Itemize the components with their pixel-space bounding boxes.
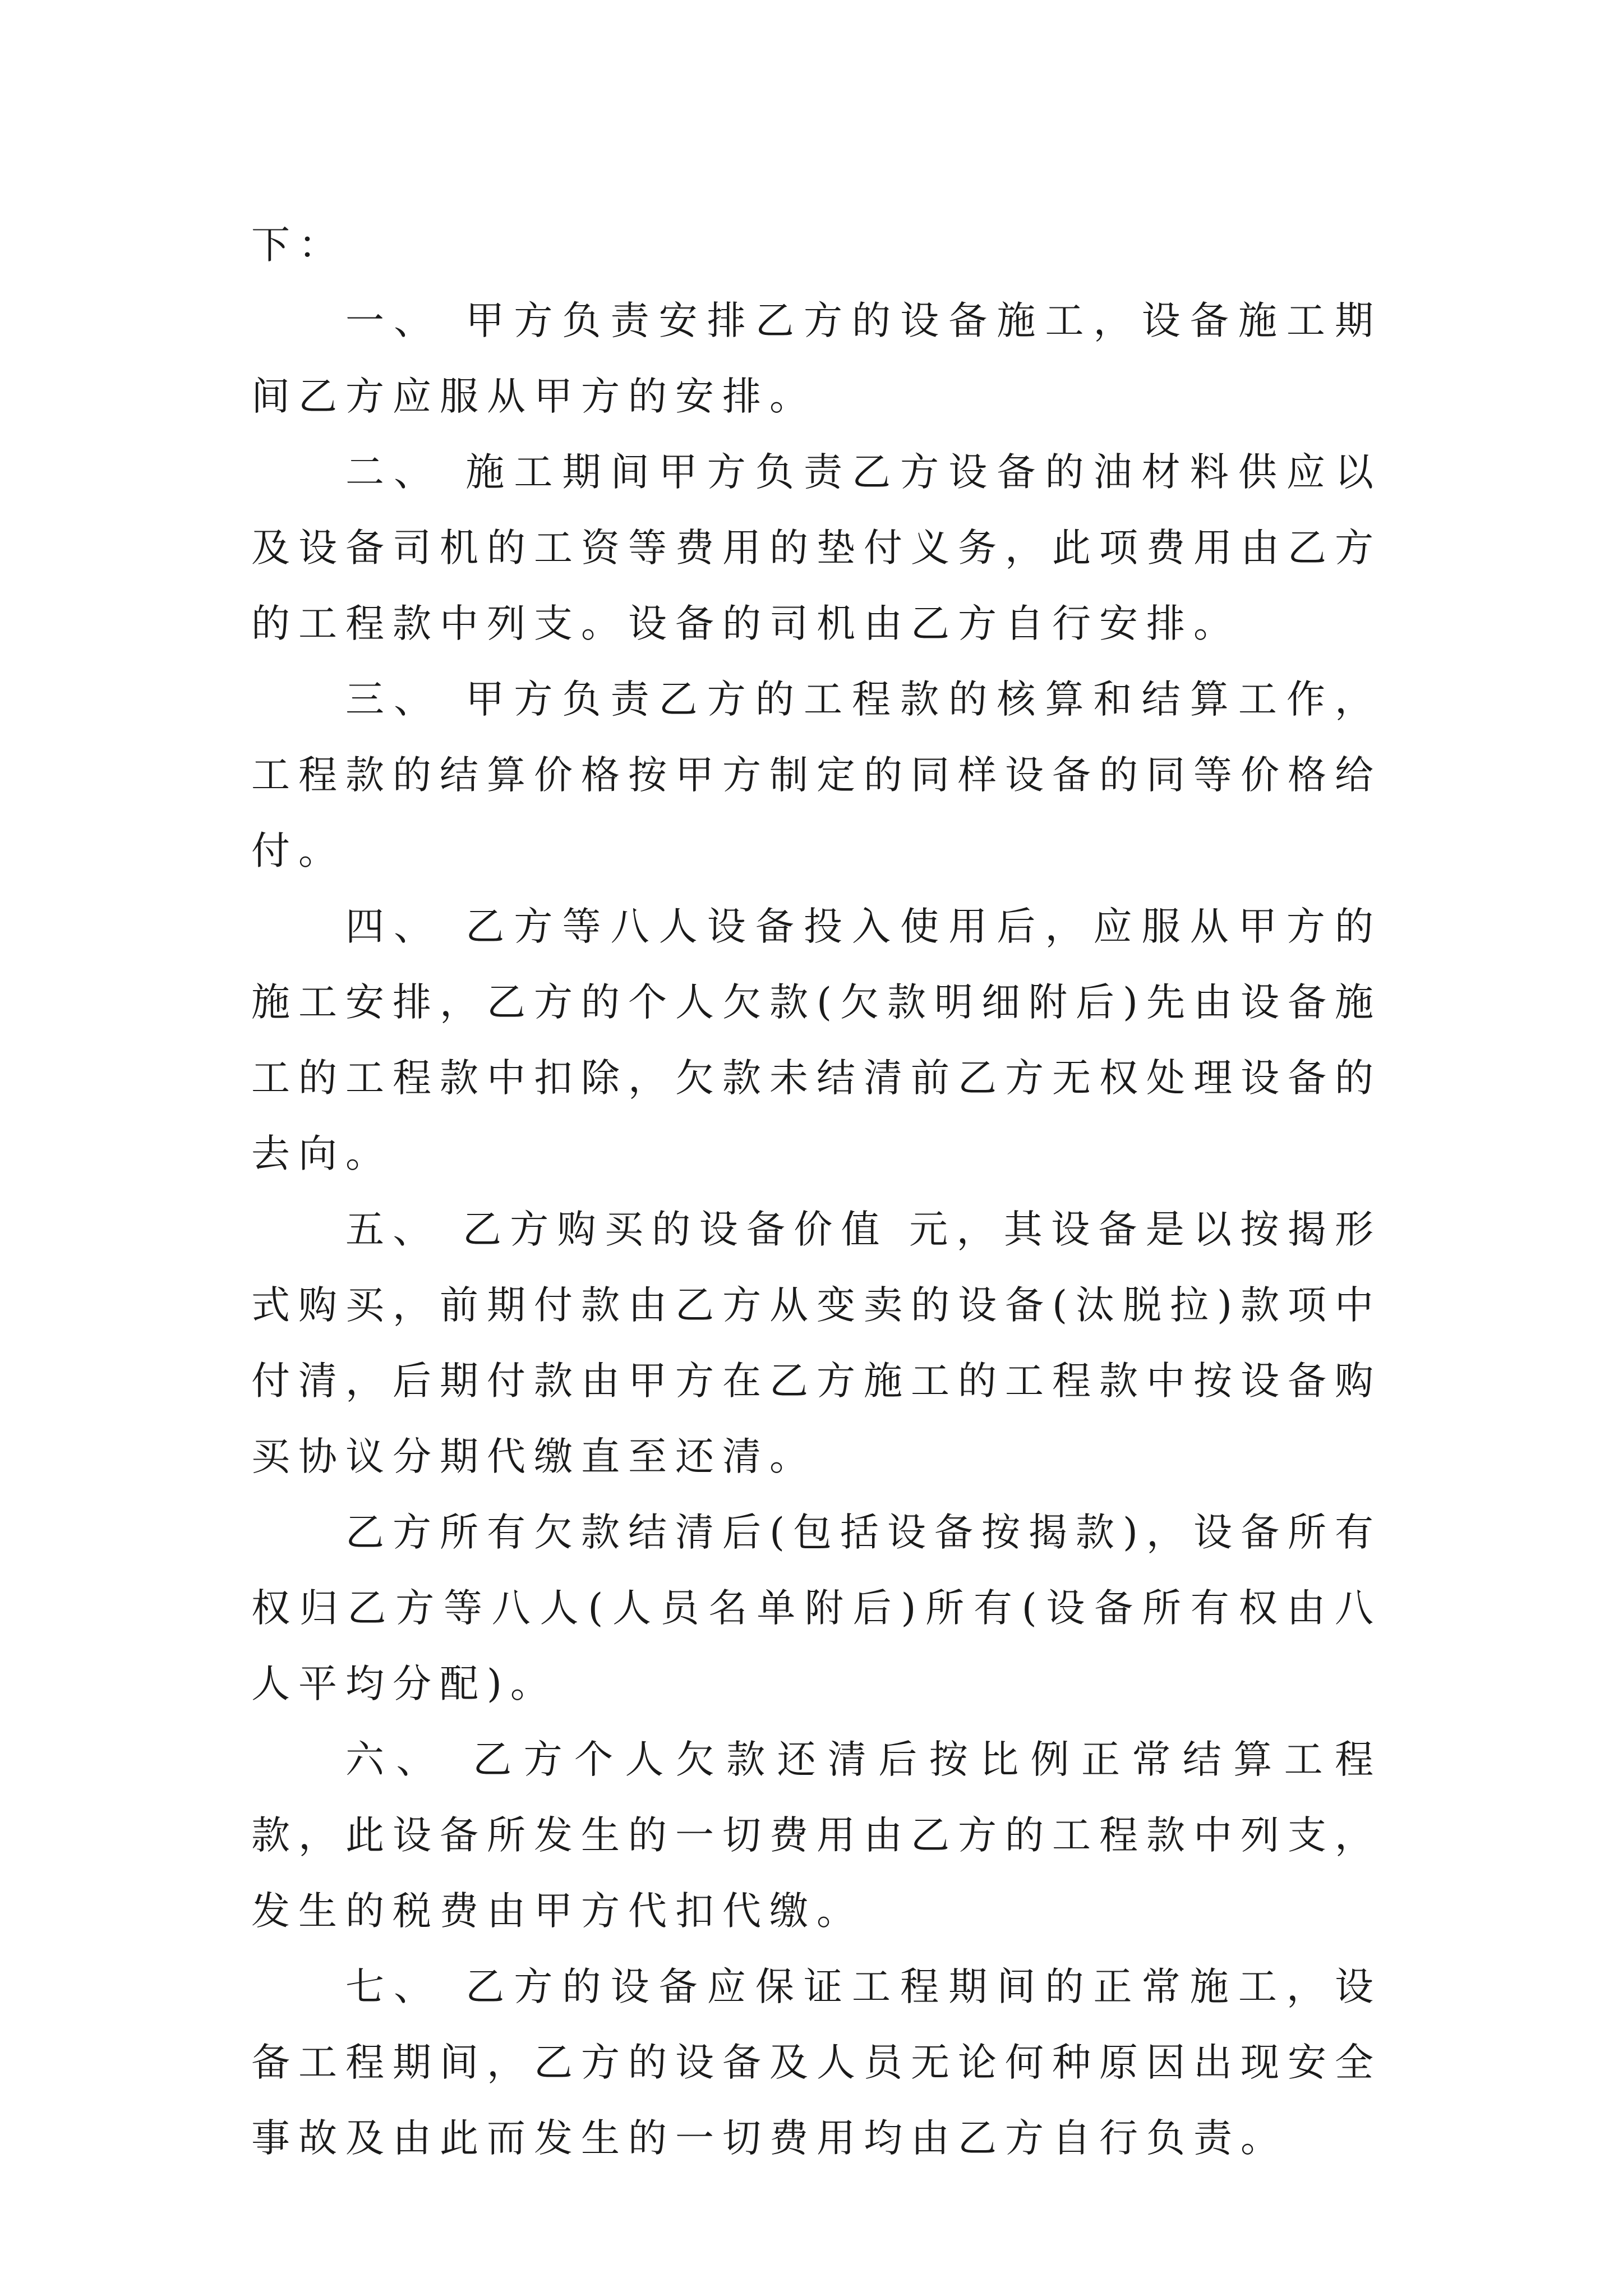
clause-text: 施工期间甲方负责乙方设备的油材料供应以及设备司机的工资等费用的垫付义务，此项费用由乙方的工程款中列支。设备的司机由乙方自行安排。 bbox=[251, 450, 1382, 646]
clause-5 bbox=[251, 1192, 1382, 1495]
clause-text: 乙方购买的设备价值 元，其设备是以按揭形式购买，前期付款由乙方从变卖的设备(汰脱拉)款项中付清，后期付款由甲方在乙方施工的工程款中按设备购买协议分期代缴直至还清。 bbox=[251, 1207, 1382, 1479]
clause-number: 四、 bbox=[345, 904, 442, 949]
document-body bbox=[251, 208, 1382, 2177]
clause-6 bbox=[251, 1722, 1382, 1949]
clause-number: 七、 bbox=[345, 1964, 442, 2009]
clause-text: 甲方负责乙方的工程款的核算和结算工作，工程款的结算价格按甲方制定的同样设备的同等价格给付。 bbox=[251, 677, 1382, 873]
clause-number: 二、 bbox=[345, 450, 442, 495]
clause-2 bbox=[251, 435, 1382, 662]
clause-number: 六、 bbox=[345, 1737, 447, 1782]
clause-3 bbox=[251, 662, 1382, 889]
clause-text: 乙方个人欠款还清后按比例正常结算工程款，此设备所发生的一切费用由乙方的工程款中列支，发生的税费由甲方代扣代缴。 bbox=[251, 1737, 1382, 1934]
clause-5-continuation bbox=[251, 1495, 1382, 1722]
clause-1 bbox=[251, 283, 1382, 435]
clause-4 bbox=[251, 889, 1382, 1192]
clause-number: 五、 bbox=[345, 1207, 440, 1252]
clause-number: 三、 bbox=[345, 677, 442, 722]
paragraph-text: 乙方所有欠款结清后(包括设备按揭款)，设备所有权归乙方等八人(人员名单附后)所有(设备所有权由八人平均分配)。 bbox=[251, 1510, 1382, 1706]
clause-text: 乙方等八人设备投入使用后，应服从甲方的施工安排，乙方的个人欠款(欠款明细附后)先由设备施工的工程款中扣除，欠款未结清前乙方无权处理设备的去向。 bbox=[251, 904, 1382, 1176]
paragraph-text: 下： bbox=[251, 223, 345, 268]
clause-text: 甲方负责安排乙方的设备施工，设备施工期间乙方应服从甲方的安排。 bbox=[251, 298, 1382, 419]
paragraph-intro bbox=[251, 208, 1382, 283]
clause-7 bbox=[251, 1949, 1382, 2177]
clause-number: 一、 bbox=[345, 298, 442, 343]
clause-text: 乙方的设备应保证工程期间的正常施工，设备工程期间，乙方的设备及人员无论何种原因出现安全事故及由此而发生的一切费用均由乙方自行负责。 bbox=[251, 1964, 1382, 2161]
